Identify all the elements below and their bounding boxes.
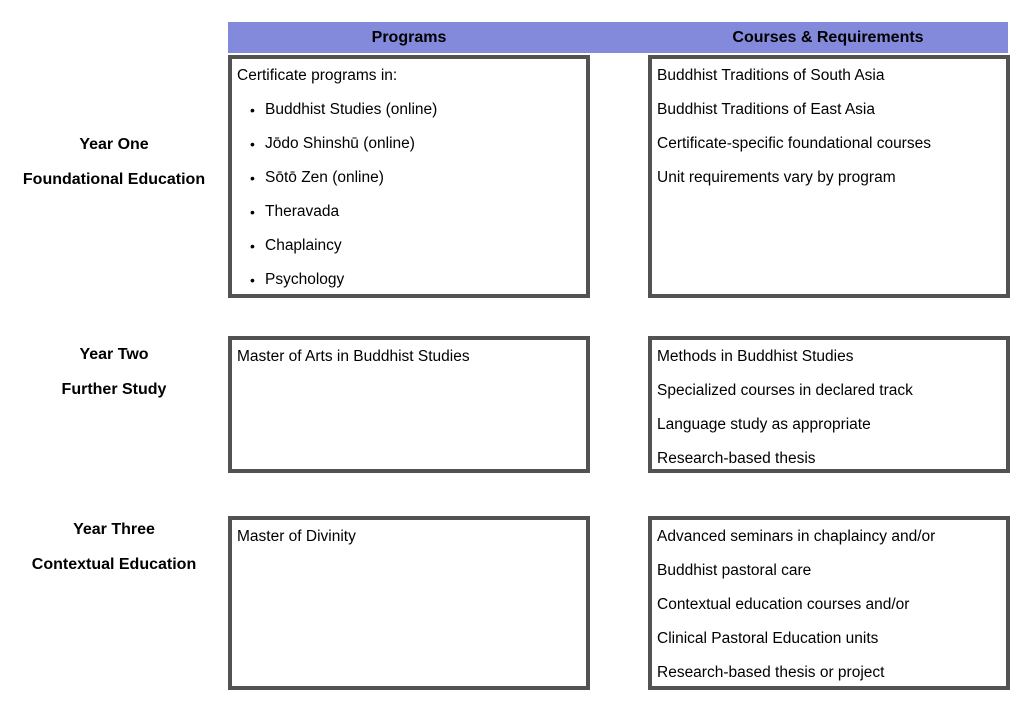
program-item-text: Jōdo Shinshū (online) bbox=[265, 135, 415, 152]
program-list-item bbox=[237, 229, 581, 263]
bullet-icon: • bbox=[250, 102, 255, 118]
program-list-item bbox=[237, 93, 581, 127]
course-line: Certificate-specific foundational courses bbox=[657, 135, 931, 152]
row-label-year-two bbox=[0, 337, 228, 407]
year-one-title: Year One bbox=[79, 136, 149, 153]
course-line: Methods in Buddhist Studies bbox=[657, 348, 854, 365]
program-item-text: Sōtō Zen (online) bbox=[265, 169, 384, 186]
program-item-text: Chaplaincy bbox=[265, 237, 342, 254]
year-three-courses-box bbox=[648, 516, 1010, 690]
program-list-item bbox=[237, 195, 581, 229]
course-line: Clinical Pastoral Education units bbox=[657, 630, 879, 647]
year-one-programs-list bbox=[237, 93, 581, 297]
year-one-programs-box bbox=[228, 55, 590, 298]
program-list-item bbox=[237, 263, 581, 297]
year-three-title: Year Three bbox=[73, 521, 155, 538]
bullet-icon: • bbox=[250, 272, 255, 288]
course-line: Research-based thesis or project bbox=[657, 664, 885, 681]
program-list-item bbox=[237, 127, 581, 161]
course-line: Research-based thesis bbox=[657, 450, 816, 467]
course-line: Buddhist Traditions of East Asia bbox=[657, 101, 875, 118]
year-two-programs-box bbox=[228, 336, 590, 473]
bullet-icon: • bbox=[250, 170, 255, 186]
row-label-year-one bbox=[0, 127, 228, 197]
table-header-bar bbox=[228, 22, 1008, 53]
course-line: Advanced seminars in chaplaincy and/or bbox=[657, 528, 936, 545]
year-two-title: Year Two bbox=[79, 346, 149, 363]
course-line: Buddhist Traditions of South Asia bbox=[657, 67, 885, 84]
year-three-subtitle: Contextual Education bbox=[31, 556, 197, 573]
program-item-text: Theravada bbox=[265, 203, 340, 220]
year-three-programs-intro: Master of Divinity bbox=[237, 528, 356, 545]
program-list-item bbox=[237, 161, 581, 195]
course-line: Unit requirements vary by program bbox=[657, 169, 896, 186]
year-one-subtitle: Foundational Education bbox=[22, 171, 206, 188]
course-line: Language study as appropriate bbox=[657, 416, 871, 433]
course-line: Contextual education courses and/or bbox=[657, 596, 910, 613]
year-three-programs-box bbox=[228, 516, 590, 690]
year-two-subtitle: Further Study bbox=[61, 381, 167, 398]
header-courses-requirements: Courses & Requirements bbox=[732, 29, 924, 46]
course-line: Buddhist pastoral care bbox=[657, 562, 812, 579]
year-two-courses-box bbox=[648, 336, 1010, 473]
bullet-icon: • bbox=[250, 136, 255, 152]
header-programs: Programs bbox=[371, 29, 447, 46]
bullet-icon: • bbox=[250, 204, 255, 220]
program-item-text: Psychology bbox=[265, 271, 345, 288]
year-one-programs-intro: Certificate programs in: bbox=[237, 67, 398, 84]
program-item-text: Buddhist Studies (online) bbox=[265, 101, 438, 118]
bullet-icon: • bbox=[250, 238, 255, 254]
year-two-programs-intro: Master of Arts in Buddhist Studies bbox=[237, 348, 470, 365]
year-one-courses-box bbox=[648, 55, 1010, 298]
course-line: Specialized courses in declared track bbox=[657, 382, 913, 399]
row-label-year-three bbox=[0, 512, 228, 582]
